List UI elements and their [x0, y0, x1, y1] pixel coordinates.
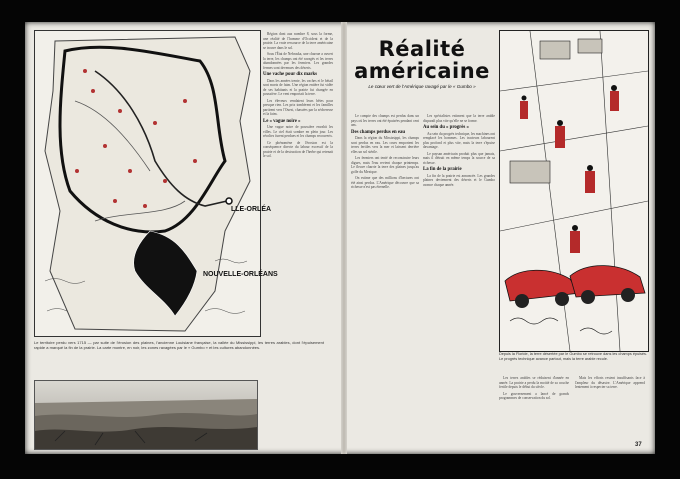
- cartoon-illustration: [499, 30, 649, 352]
- subhead-3: Des champs perdus en eau: [351, 129, 406, 135]
- illustration-caption: Depuis la Floride, la terre désertée par le Gumbo se retrouve dans les champs épuisés. Le progrès technique avance partout, mais la terre arable recule.: [499, 352, 647, 361]
- left-text-column-1: Région dont aux nombre 8, sous la forme, une réalité de l'homme d'Occident et de la prairie. La vraie ressource de la terre américaine se trouve dans le sol. Sous l'État de Nebraska, une charrue a ouvert la terre, les champs ont été ravagés et les terres abandonnées par les fermiers. Les grandes fermes sont devenues des déserts. Une vache pour dix marks Dans les années trente, les vaches et le bétail sont morts de faim. Une région entière fut vidée de ses habitants et la prairie fut changée en poussière. Le vent emportait la terre. Les éleveurs vendaient leurs bêtes pour presque rien. Les prix tombèrent et les familles partirent vers l'Ouest, chassées par la sécheresse et la faim. Le « vague noire » Une vague noire de poussière envahit les villes. Le ciel était sombre en plein jour. Les récoltes furent perdues et les champs recouverts. Ce phénomène de l'érosion est la conséquence directe du labour excessif de la prairie et de la destruction de l'herbe qui retenait le sol.: [263, 32, 333, 158]
- subhead-1: Une vache pour dix marks: [263, 72, 318, 77]
- right-text-column-4: Mais les efforts restent insuffisants face à l'ampleur du désastre. L'Amérique apprend lentement à respecter sa terre.: [575, 376, 645, 389]
- map-caption: Le territoire perdu vers 1715 — par suite de l'érosion des plaines, l'ancienne Louisiane française, la vallée du Mississippi, les terres arables, dont l'épuisement rapide a marqué la fin de la prairie. La carte montre, en noir, les zones ravagées par le « Gumbo » et les cultures abandonnées.: [34, 340, 324, 350]
- headline-line-1: Réalité: [378, 37, 466, 61]
- landscape-photo: [34, 380, 258, 450]
- right-text-column-2: Les spécialistes estiment que la terre arable disparaît plus vite qu'elle ne se forme. Au sein du « progrès » Au sein du progrès technique, les machines ont remplacé les hommes. Les tracteurs labourent plus profond et plus vite, mais la terre s'épuise davantage. Le paysan américain produit plus que jamais, mais il détruit en même temps la source de sa richesse. La fin de la prairie La fin de la prairie est annoncée. Les grandes plaines deviennent des déserts et le Gumbo avance chaque année.: [423, 114, 495, 187]
- magazine-spread: [25, 22, 655, 454]
- subhead-2: Le « vague noire »: [263, 118, 301, 124]
- subhead-5: La fin de la prairie: [423, 167, 462, 172]
- map-label-nouvelle: NOUVELLE-ORLÉANS: [203, 271, 278, 278]
- page-gutter: [341, 22, 347, 454]
- right-text-column-3: Les terres arables se réduisent d'année en année. La prairie a perdu la moitié de sa couche fertile depuis le début du siècle. Le gouvernement a lancé de grands programmes de conservation du sol.: [499, 376, 569, 400]
- page-number: 37: [635, 442, 642, 448]
- right-text-column-1: Le compte des champs est perdus dans un pays où les terres ont été épuisées pendant cent ans. Des champs perdus en eau Dans la région du Mississippi, les champs sont perdus en eau. Les crues emportent les terres fertiles vers la mer et laissent derrière elles un sol stérile. Les fermiers ont tenté de reconstruire leurs digues, mais l'eau revient chaque printemps. Le fleuve charrie la terre des plaines jusqu'au golfe du Mexique. On estime que des millions d'hectares ont été ainsi perdus. L'Amérique découvre que sa richesse n'est pas éternelle.: [351, 114, 419, 189]
- headline-dek: Le cœur vert de l'Amérique ravagé par le « Gumbo »: [368, 84, 476, 89]
- map-label-orleans: LLE-ORLÉA: [231, 206, 272, 213]
- headline-line-2: américaine: [354, 59, 490, 83]
- historical-map: [34, 30, 278, 337]
- article-headline: [349, 38, 495, 110]
- subhead-4: Au sein du « progrès »: [423, 125, 469, 130]
